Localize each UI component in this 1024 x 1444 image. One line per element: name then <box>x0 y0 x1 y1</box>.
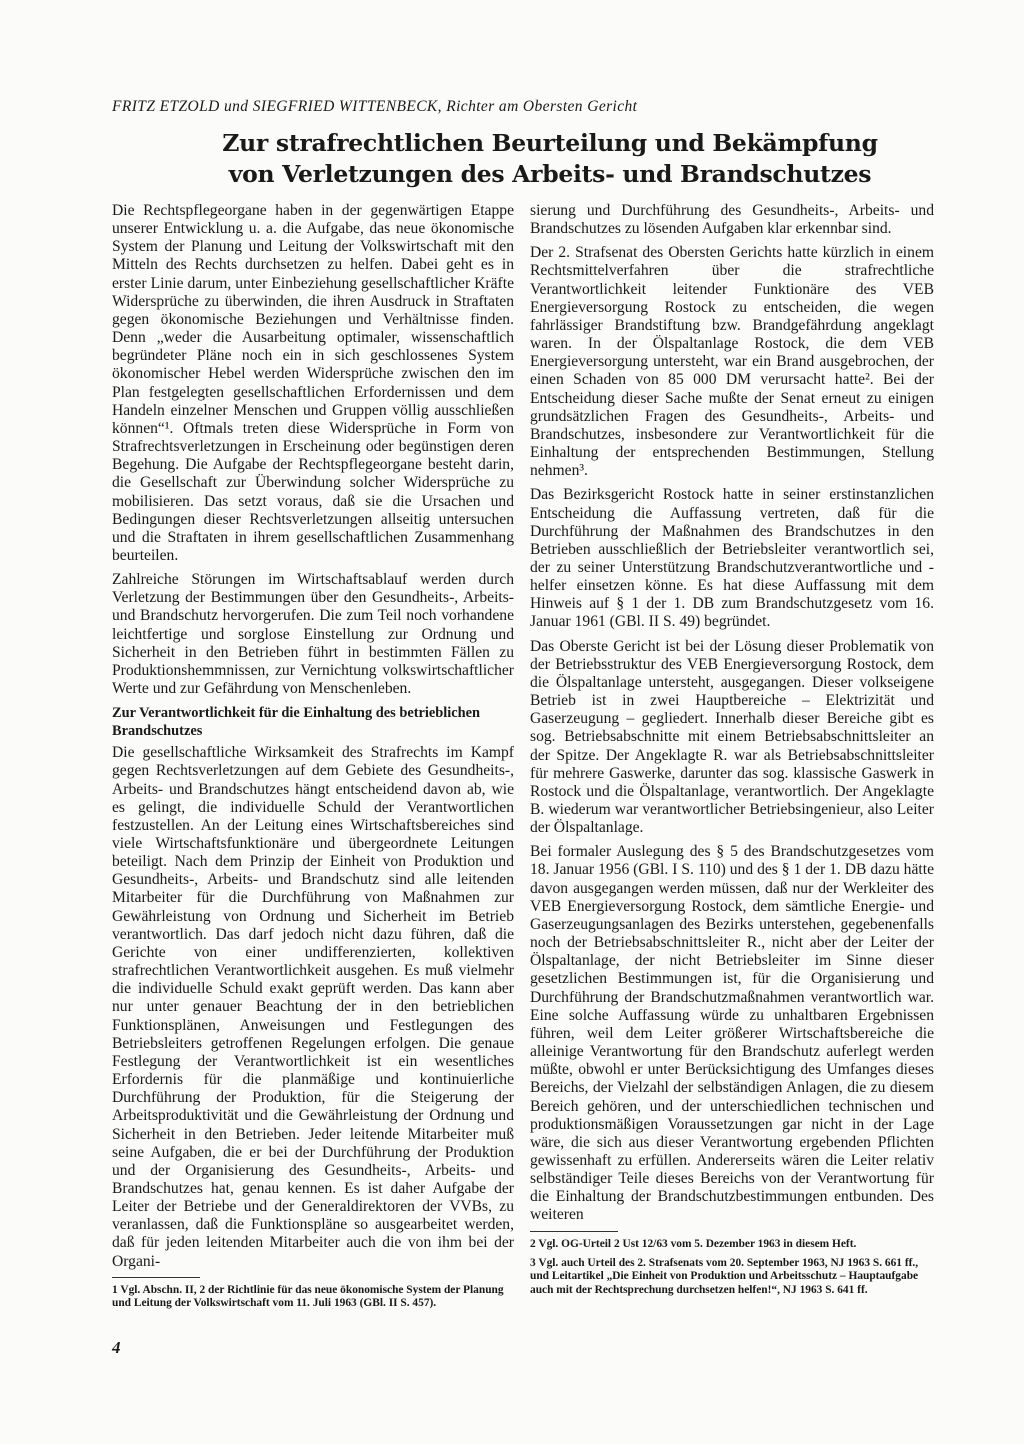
paragraph: Das Oberste Gericht ist bei der Lösung dieser Problematik von der Betriebsstruktur des VEB Energieversorgung Rostock, dem die Ölspaltanlage untersteht, ausgegangen. Dieser volkseigene Betrieb ist in zwei Hauptbereiche – Elektrizität und Gaserzeugung – gegliedert. Innerhalb dieser Bereiche gibt es sog. Betriebsabschnitte mit einem Betriebsabschnittsleiter an der Spitze. Der Angeklagte R. war als Betriebsabschnittsleiter für mehrere Gaswerke, darunter das sog. klassische Gaswerk in Rostock und die Ölspaltanlage, verantwortlich. Der Angeklagte B. wiederum war verantwortlicher Betriebsingenieur, also Leiter der Ölspaltanlage. <box>530 637 934 837</box>
right-column <box>530 202 934 1303</box>
page-number: 4 <box>112 1338 121 1357</box>
title-line-1: Zur strafrechtlichen Beurteilung und Bekämpfung <box>222 129 878 157</box>
footnote-divider <box>530 1231 618 1232</box>
left-column <box>112 202 514 1317</box>
section-heading: Zur Verantwortlichkeit für die Einhaltung des betrieblichen Brandschutzes <box>112 705 481 740</box>
paragraph: Die gesellschaftliche Wirksamkeit des Strafrechts im Kampf gegen Rechtsverletzungen auf dem Gebiete des Gesundheits-, Arbeits- und Brandschutzes hängt entscheidend davon ab, wie es gelingt, die individuelle Schuld der Verantwortlichen festzustellen. An der Leitung eines Wirtschaftsbereiches sind viele Wirtschaftsfunktionäre und übergeordnete Leitungen beteiligt. Nach dem Prinzip der Einheit von Produktion und Gesundheits-, Arbeits- und Brandschutz sind alle leitenden Mitarbeiter für die Durchführung von Maßnahmen zur Gewährleistung von Ordnung und Sicherheit im Betrieb verantwortlich. Das darf jedoch nicht dazu führen, daß die Gerichte von einer undifferenzierten, kollektiven strafrechtlichen Verantwortlichkeit ausgehen. Es muß vielmehr die individuelle Schuld exakt geprüft werden. Das kann aber nur unter genauer Beachtung der in den betrieblichen Funktionsplänen, Anweisungen und Festlegungen des Betriebsleiters getroffenen Regelungen erfolgen. Die genaue Festlegung der Verantwortlichkeit ist ein wesentliches Erfordernis für die planmäßige und kontinuierliche Durchführung der Produktion, für die Steigerung der Arbeitsproduktivität und die Gewährleistung der Ordnung und Sicherheit in den Betrieben. Jeder leitende Mitarbeiter muß seine Aufgaben, die er bei der Durchführung der Produktion und der Organisierung des Gesundheits-, Arbeits- und Brandschutzes hat, genau kennen. Es ist daher Aufgabe der Leiter der Betriebe und der Generaldirektoren der VVBs, zu veranlassen, daß die Funktionspläne so ausgearbeitet werden, daß für jeden leitenden Mitarbeiter auch die von ihm bei der Organi- <box>112 744 514 1270</box>
footnote-divider <box>112 1277 200 1278</box>
paragraph: Die Rechtspflegeorgane haben in der gegenwärtigen Etappe unserer Entwicklung u. a. die Aufgabe, das neue ökonomische System der Planung und Leitung der Volkswirtschaft mit den Mitteln des Rechts durchsetzen zu helfen. Dabei geht es in erster Linie darum, unter Einbeziehung gesellschaftlicher Kräfte Widersprüche zu überwinden, die ihren Ausdruck in Straftaten gegen ökonomische Beziehungen und Verhältnisse finden. Denn „weder die Ausarbeitung optimaler, wissenschaftlich begründeter Pläne noch ein in sich geschlossenes System ökonomischer Hebel werden Widersprüche zwischen den im Plan festgelegten gesellschaftlichen Erfordernissen und dem Handeln einzelner Menschen und Gruppen völlig ausschließen können“¹. Oftmals treten diese Widersprüche in Form von Strafrechtsverletzungen in Erscheinung oder begünstigen deren Begehung. Die Aufgabe der Rechtspflegeorgane besteht darin, die Gesellschaft zur Überwindung solcher Widersprüche zu mobilisieren. Das setzt voraus, daß sie die Ursachen und Bedingungen dieser Rechtsverletzungen allseitig untersuchen und die Straftaten in ihrem gesellschaftlichen Zusammenhang beurteilen. <box>112 202 514 564</box>
paragraph: Zahlreiche Störungen im Wirtschaftsablauf werden durch Verletzung der Bestimmungen über den Gesundheits-, Arbeits- und Brandschutz hervorgerufen. Die zum Teil noch vorhandene leichtfertige und sorglose Einstellung zur Ordnung und Sicherheit in den Betrieben führt in bestimmten Fällen zu Produktionshemmnissen, zur Vernichtung volkswirtschaftlicher Werte und zur Gefährdung von Menschenleben. <box>112 571 514 698</box>
author-line: FRITZ ETZOLD und SIEGFRIED WITTENBECK, Richter am Obersten Gericht <box>112 98 638 115</box>
title-line-2: von Verletzungen des Arbeits- und Brandschutzes <box>228 160 872 188</box>
paragraph: sierung und Durchführung des Gesundheits-, Arbeits- und Brandschutzes zu lösenden Aufgaben klar erkennbar sind. <box>530 202 934 238</box>
footnote-2: 2 Vgl. OG-Urteil 2 Ust 12/63 vom 5. Dezember 1963 in diesem Heft. <box>530 1237 857 1250</box>
footnote-1: 1 Vgl. Abschn. II, 2 der Richtlinie für das neue ökonomische System der Planung und Leitung der Volkswirtschaft vom 11. Juli 1963 (GBl. II S. 457). <box>112 1283 504 1310</box>
paragraph: Bei formaler Auslegung des § 5 des Brandschutzgesetzes vom 18. Januar 1956 (GBl. I S. 110) und des § 1 der 1. DB dazu hätte davon ausgegangen werden müssen, daß nur der Werkleiter des VEB Energieversorgung Rostock, dem sämtliche Energie- und Gaserzeugungsanlagen des Bezirks unterstehen, gegebenenfalls noch der Betriebsabschnittsleiter R., nicht aber der Leiter der Ölspaltanlage, der nicht Betriebsleiter im Sinne dieser gesetzlichen Bestimmungen ist, für die Organisierung und Durchführung der Brandschutzmaßnahmen verantwortlich war. Eine solche Auffassung würde zu unhaltbaren Ergebnissen führen, weil dem Leiter größerer Wirtschaftsbereiche die alleinige Verantwortung für den Brandschutz auferlegt werden müßte, obwohl er unter Berücksichtigung des Umfanges dieses Bereichs, der Vielzahl der selbständigen Anlagen, die zu diesem Bereich gehören, und der unterschiedlichen technischen und produktionsmäßigen Voraussetzungen gar nicht in der Lage wäre, die sich aus dieser Verantwortung ergebenden Pflichten gewissenhaft zu erfüllen. Andererseits wären die Leiter relativ selbständiger Teile dieses Bereichs von der Verantwortung für die Einhaltung der Brandschutzbestimmungen entbunden. Des weiteren <box>530 843 934 1224</box>
paragraph: Das Bezirksgericht Rostock hatte in seiner erstinstanzlichen Entscheidung die Auffassung vertreten, daß für die Durchführung der Maßnahmen des Brandschutzes in den Betrieben ausschließlich der Betriebsleiter verantwortlich sei, der zu seiner Unterstützung Brandschutzverantwortliche und -helfer einsetzen könne. Es hat diese Auffassung mit dem Hinweis auf § 1 der 1. DB zum Brandschutzgesetz vom 16. Januar 1961 (GBl. II S. 49) begründet. <box>530 486 934 631</box>
paragraph: Der 2. Strafsenat des Obersten Gerichts hatte kürzlich in einem Rechtsmittelverfahren über die strafrechtliche Verantwortlichkeit leitender Funktionäre des VEB Energieversorgung Rostock zu entscheiden, die wegen fahrlässiger Brandstiftung bzw. Brandgefährdung angeklagt waren. In der Ölspaltanlage Rostock, die dem VEB Energieversorgung untersteht, war ein Brand ausgebrochen, der einen Schaden von 85 000 DM verursacht hatte². Bei der Entscheidung dieser Sache mußte der Senat erneut zu einigen grundsätzlichen Fragen des Gesundheits-, Arbeits- und Brandschutzes, insbesondere zur Verantwortlichkeit für die Einhaltung der entsprechenden Bestimmungen, Stellung nehmen³. <box>530 244 934 480</box>
article-title <box>160 128 940 190</box>
footnote-3: 3 Vgl. auch Urteil des 2. Strafsenats vom 20. September 1963, NJ 1963 S. 661 ff., und Leitartikel „Die Einheit von Produktion und Arbeitsschutz – Hauptaufgabe auch mit der Rechtsprechung durchsetzen helfen!“, NJ 1963 S. 641 ff. <box>530 1257 919 1296</box>
